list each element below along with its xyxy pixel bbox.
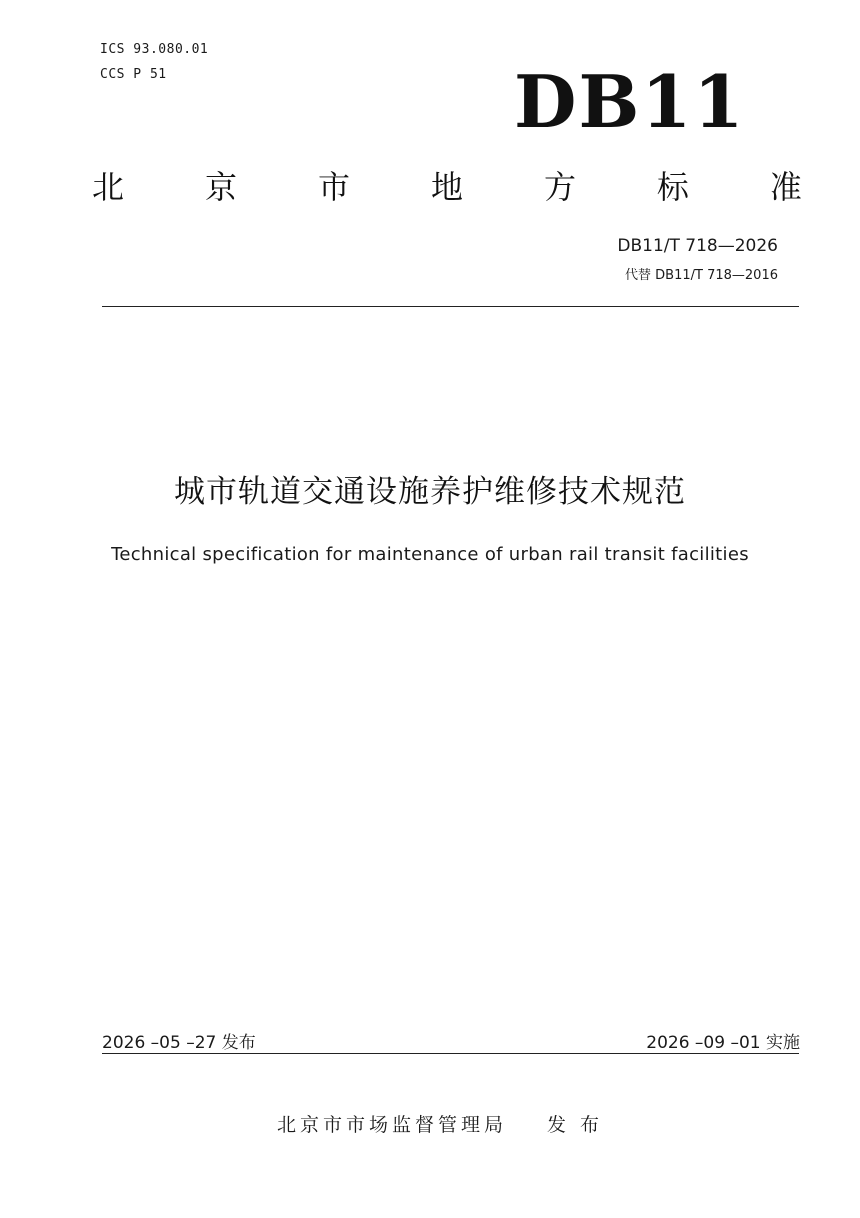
standard-type-char: 方 [543,168,576,206]
standard-type [92,167,802,207]
bottom-divider [102,1053,799,1054]
ics-code: ICS 93.080.01 [100,42,209,57]
issue-date: 2026 –05 –27 发布 [102,1033,256,1053]
standard-type-char: 北 [92,168,125,206]
implementation-date: 2026 –09 –01 实施 [646,1033,800,1053]
title-english: Technical specification for maintenance of urban rail transit facilities [111,544,749,565]
issuer-organization: 北京市市场监督管理局 [276,1114,507,1136]
title-chinese: 城市轨道交通设施养护维修技术规范 [174,474,686,510]
standard-type-char: 京 [204,168,237,206]
db11-logo: DB11 [514,59,746,144]
ccs-code: CCS P 51 [100,67,167,82]
issuer-line [0,1110,860,1137]
standard-type-char: 准 [769,168,802,206]
standard-number: DB11/T 718—2026 [617,236,778,256]
standard-type-char: 地 [430,168,463,206]
top-divider [102,306,799,307]
issuer-action: 发 布 [546,1114,604,1136]
replaces-standard: 代替 DB11/T 718—2016 [625,268,778,283]
standard-type-char: 市 [317,168,350,206]
standard-type-char: 标 [656,168,689,206]
